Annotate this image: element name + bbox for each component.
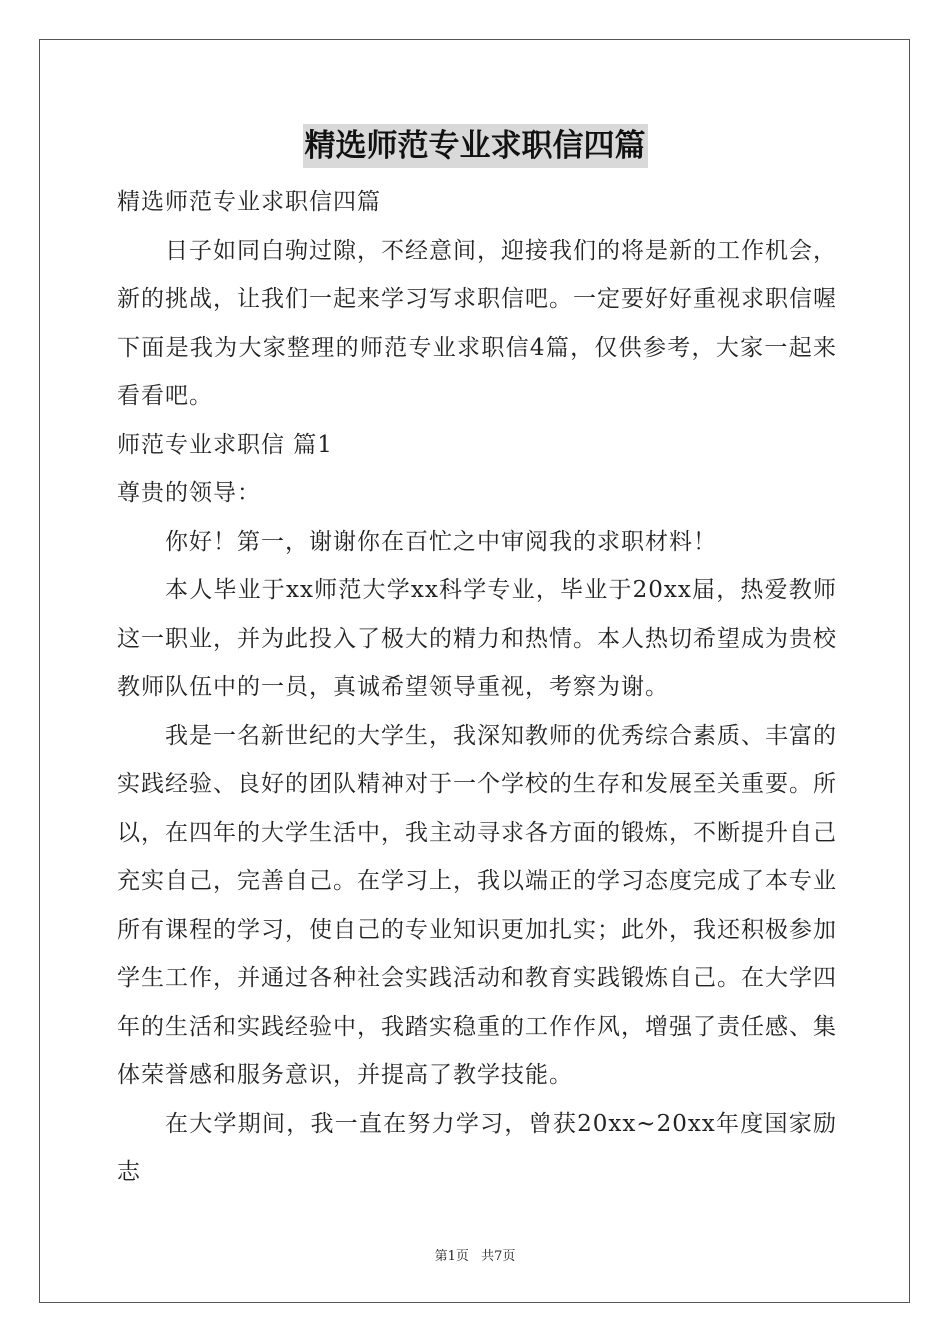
title-block: [0, 124, 950, 168]
document-body: [117, 178, 837, 1197]
salutation: 尊贵的领导：: [117, 480, 261, 506]
subtitle-line: 精选师范专业求职信四篇: [117, 189, 381, 215]
page-total: 共7页: [481, 1249, 516, 1264]
document-title: 精选师范专业求职信四篇: [303, 124, 648, 168]
greeting-paragraph: 你好！第一，谢谢你在百忙之中审阅我的求职材料！: [165, 528, 717, 555]
page-number: 第1页: [434, 1249, 469, 1264]
page-footer: [0, 1245, 950, 1264]
body-paragraph: 我是一名新世纪的大学生，我深知教师的优秀综合素质、丰富的实践经验、良好的团队精神对于一个学校的生存和发展至关重要。所以，在四年的大学生活中，我主动寻求各方面的锻炼，不断提升自己充实自己，完善自己。在学习上，我以端正的学习态度完成了本专业所有课程的学习，使自己的专业知识更加扎实；此外，我还积极参加学生工作，并通过各种社会实践活动和教育实践锻炼自己。在大学四年的生活和实践经验中，我踏实稳重的工作作风，增强了责任感、集体荣誉感和服务意识，并提高了教学技能。: [117, 722, 837, 1088]
body-paragraph: 在大学期间，我一直在努力学习，曾获20xx~20xx年度国家励志: [117, 1110, 837, 1185]
body-paragraph: 本人毕业于xx师范大学xx科学专业，毕业于20xx届，热爱教师这一职业，并为此投入了极大的精力和热情。本人热切希望成为贵校教师队伍中的一员，真诚希望领导重视，考察为谢。: [117, 577, 837, 700]
section-heading: 师范专业求职信 篇1: [117, 431, 333, 458]
intro-paragraph: 日子如同白驹过隙，不经意间，迎接我们的将是新的工作机会，新的挑战，让我们一起来学习写求职信吧。一定要好好重视求职信喔下面是我为大家整理的师范专业求职信4篇，仅供参考，大家一起来看看吧。: [117, 237, 837, 409]
